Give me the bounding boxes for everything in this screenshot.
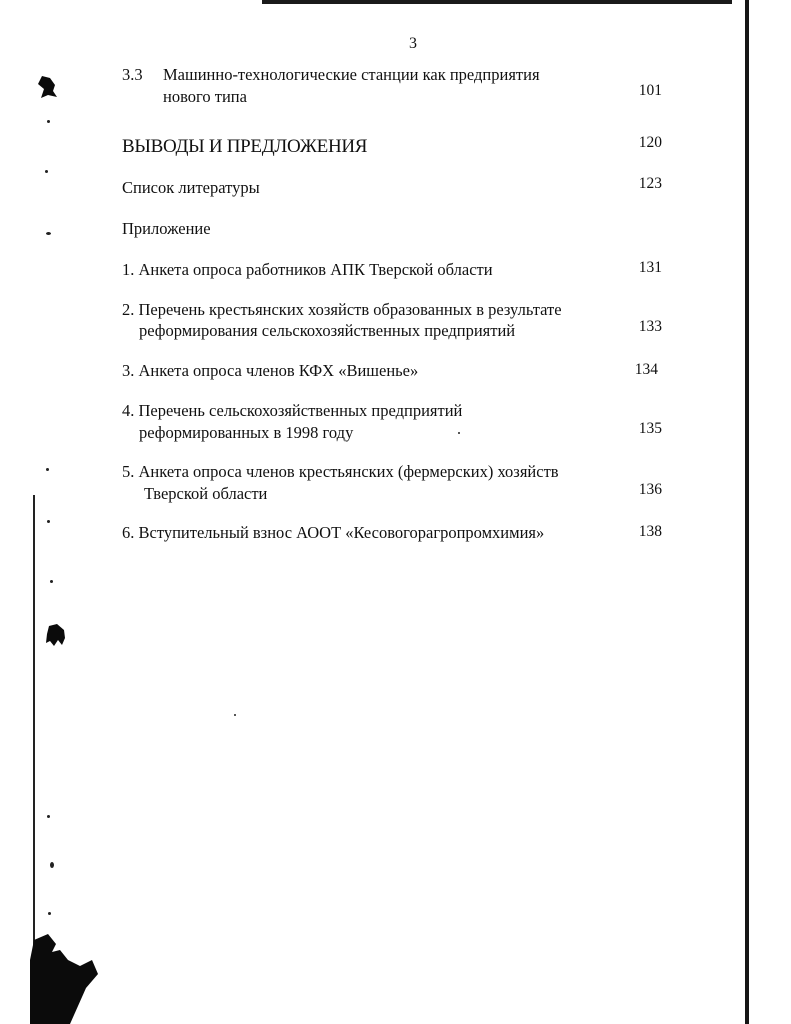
speck (47, 120, 50, 123)
appendix-item-4-page: 135 (638, 420, 662, 437)
speck (458, 432, 460, 434)
toc-entry-3-3-title: Машинно-технологические станции как предприятия (163, 65, 540, 84)
toc-entry-3-3-title-cont: нового типа (163, 87, 247, 106)
appendix-item-5-title-cont: Тверской области (144, 484, 268, 503)
speck (50, 580, 53, 583)
toc-entry-3-3-page: 101 (638, 82, 662, 99)
toc-references-page: 123 (638, 175, 662, 192)
scan-right-border (745, 0, 749, 1024)
speck (45, 170, 48, 173)
speck (48, 912, 51, 915)
appendix-item-2-title-cont: реформирования сельскохозяйственных предприятий (139, 321, 516, 340)
speck (234, 714, 236, 716)
appendix-item-6-page: 138 (638, 523, 662, 540)
appendix-item-4-title: 4. Перечень сельскохозяйственных предприятий (122, 401, 463, 420)
scan-corner-shadow-icon (30, 930, 100, 1024)
speck (47, 815, 50, 818)
ink-blot-top-icon (36, 74, 60, 100)
toc-references-label: Список литературы (122, 178, 260, 197)
speck (46, 232, 51, 235)
toc-entry-3-3-number: 3.3 (122, 65, 143, 84)
scan-top-border (262, 0, 732, 4)
appendix-item-4-title-cont: реформированных в 1998 году (139, 423, 354, 442)
appendix-item-5-page: 136 (638, 481, 662, 498)
toc-appendix-label: Приложение (122, 219, 211, 238)
appendix-item-2-page: 133 (638, 318, 662, 335)
speck (47, 520, 50, 523)
toc-conclusions-heading: ВЫВОДЫ И ПРЕДЛОЖЕНИЯ (122, 136, 368, 157)
appendix-item-6-title: 6. Вступительный взнос АООТ «Кесовогорагропромхимия» (122, 523, 545, 542)
appendix-item-3-title: 3. Анкета опроса членов КФХ «Вишенье» (122, 361, 419, 380)
appendix-item-5-title: 5. Анкета опроса членов крестьянских (фермерских) хозяйств (122, 462, 559, 481)
speck (46, 468, 49, 471)
appendix-item-3-page: 134 (634, 361, 658, 378)
appendix-item-1-page: 131 (638, 259, 662, 276)
appendix-item-2-title: 2. Перечень крестьянских хозяйств образованных в результате (122, 300, 562, 319)
ink-blot-middle-icon (44, 622, 68, 648)
appendix-item-1-title: 1. Анкета опроса работников АПК Тверской области (122, 260, 493, 279)
speck (50, 862, 54, 868)
toc-conclusions-page: 120 (638, 134, 662, 151)
page-number: 3 (409, 35, 417, 52)
